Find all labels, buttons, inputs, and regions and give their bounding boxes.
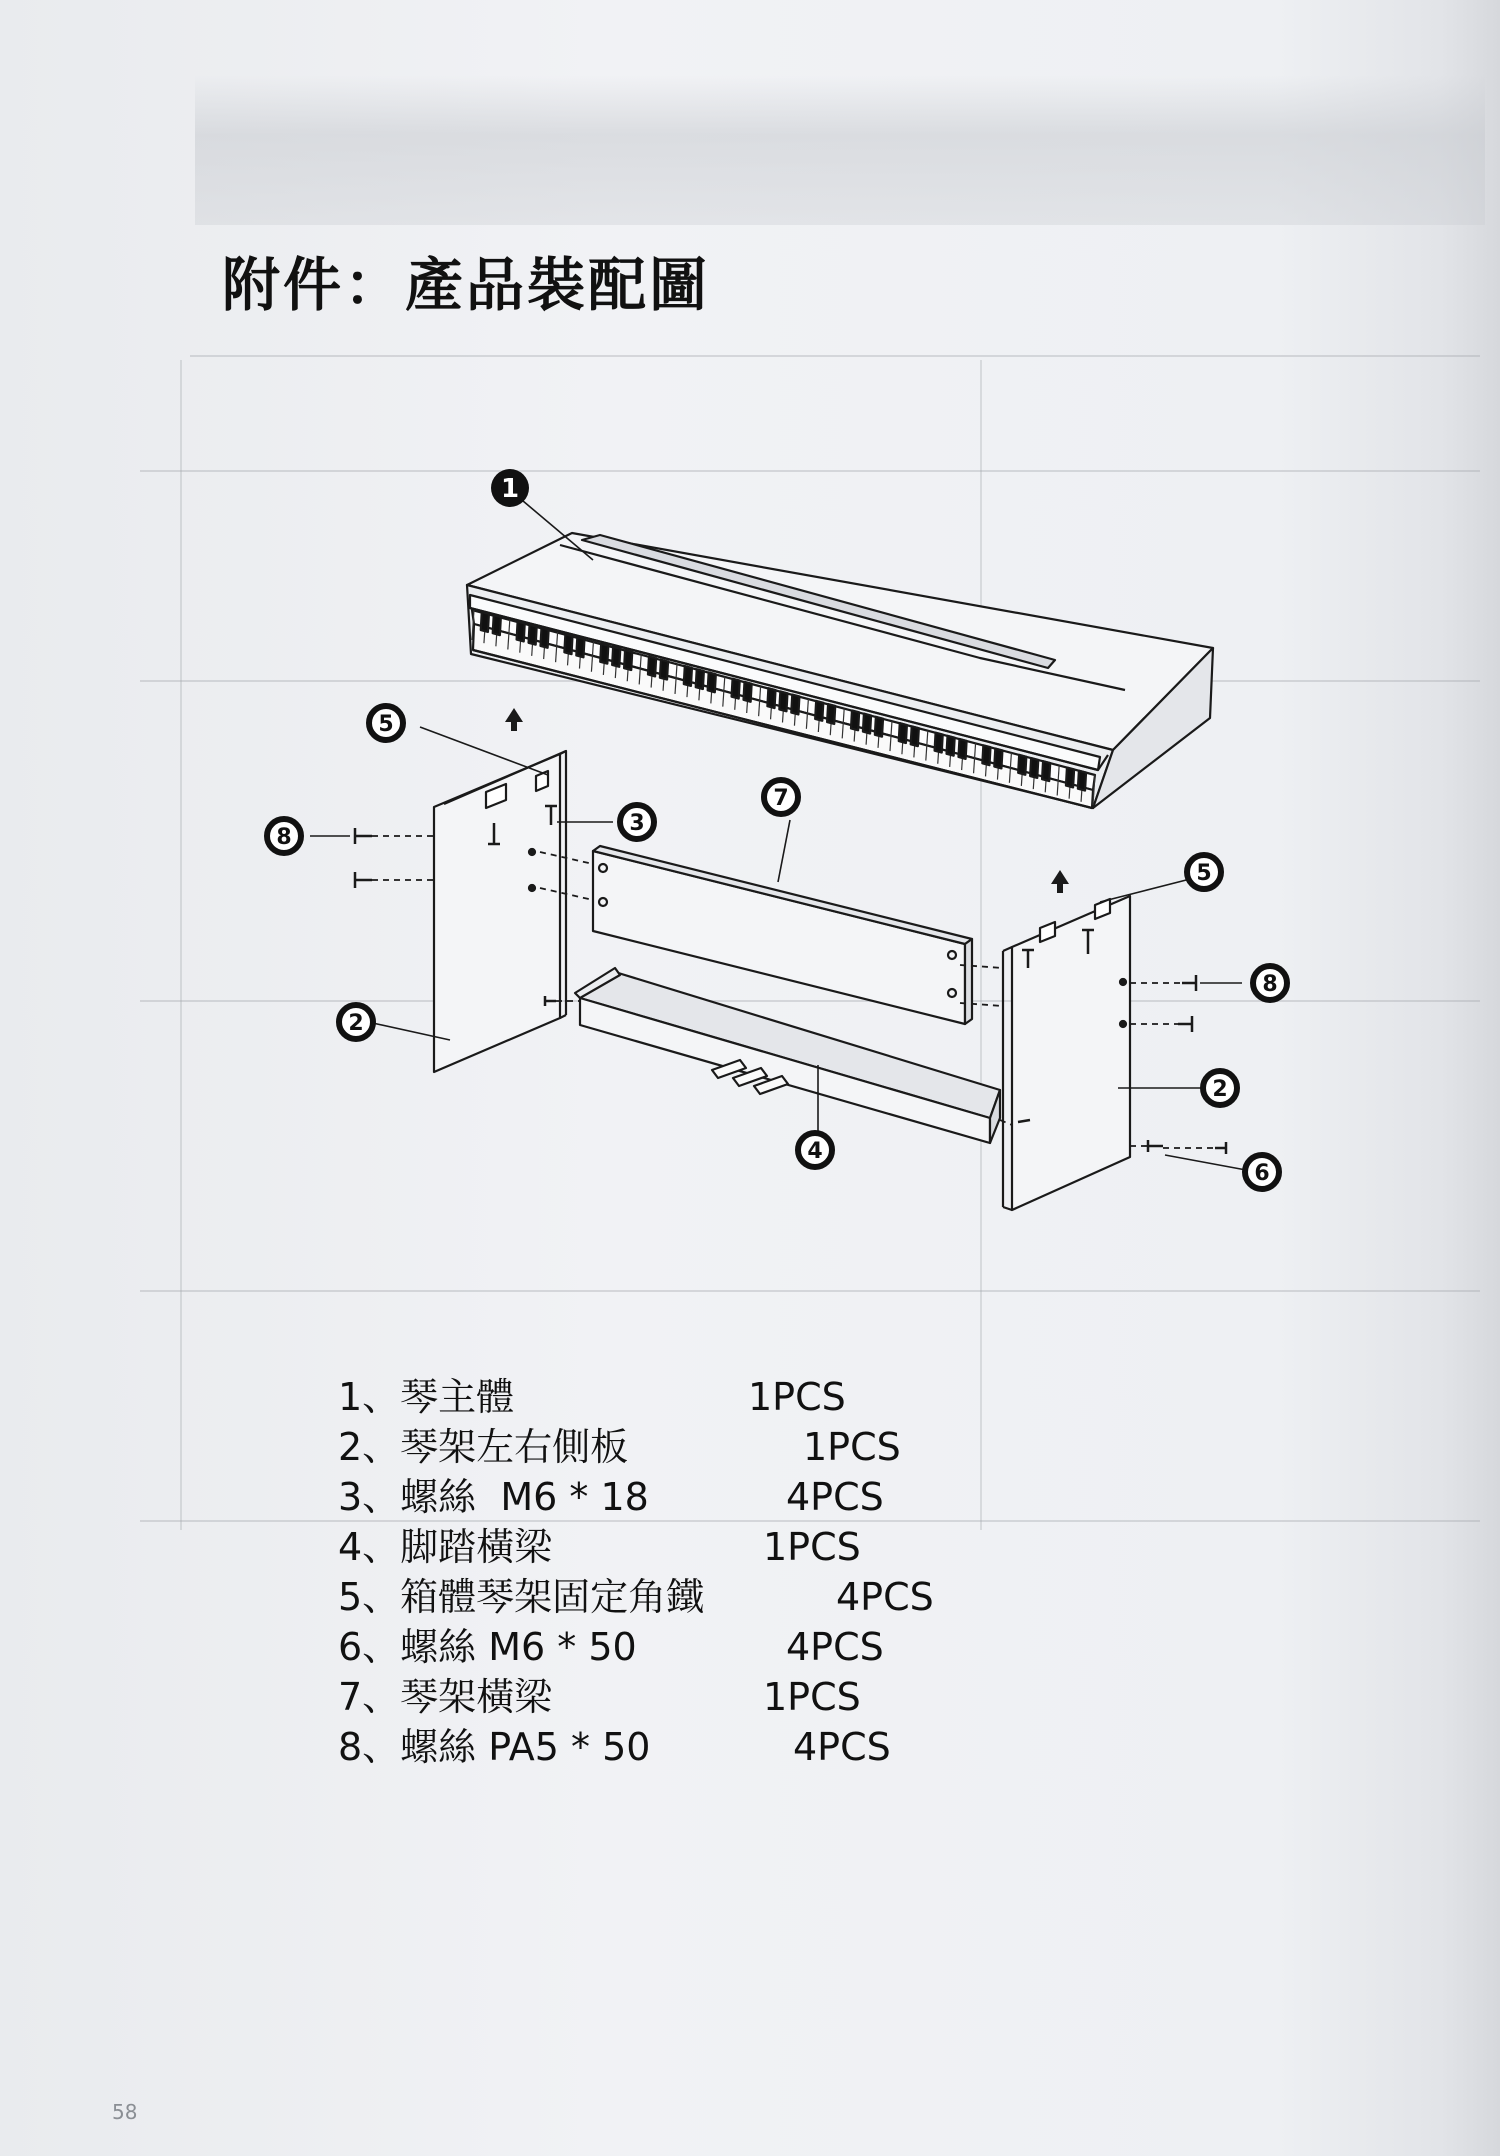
up-arrow-right (1051, 870, 1069, 893)
svg-text:1: 1 (500, 474, 520, 504)
part-label: 6、螺絲 M6 * 50 (338, 1625, 637, 1669)
black-key (1030, 758, 1038, 778)
callout-6 (1245, 1155, 1279, 1189)
black-key (732, 679, 740, 699)
black-key (684, 666, 692, 686)
black-key (708, 672, 716, 692)
svg-text:8: 8 (276, 825, 292, 850)
svg-text:6: 6 (1254, 1161, 1270, 1186)
black-key (696, 669, 704, 689)
black-key (911, 726, 919, 746)
parts-list (338, 1372, 1038, 1772)
svg-text:3: 3 (629, 811, 645, 836)
page-number: 58 (112, 2100, 138, 2124)
part-qty: 4PCS (786, 1475, 884, 1519)
black-key (481, 612, 489, 632)
part-qty: 4PCS (793, 1725, 891, 1769)
part-row-7 (338, 1672, 1038, 1722)
part-qty: 1PCS (803, 1425, 901, 1469)
callout-8-left (267, 819, 301, 853)
callout-8-right (1253, 966, 1287, 1000)
part-row-8 (338, 1722, 1038, 1772)
black-key (576, 637, 584, 657)
part-qty: 1PCS (763, 1675, 861, 1719)
black-key (743, 682, 751, 702)
black-key (863, 714, 871, 734)
black-key (612, 647, 620, 667)
page-title: 附件：產品裝配圖 (222, 251, 711, 319)
svg-text:7: 7 (773, 786, 789, 811)
callout-2-left (339, 1005, 373, 1039)
black-key (540, 628, 548, 648)
black-key (660, 660, 668, 680)
svg-text:4: 4 (807, 1139, 823, 1164)
black-key (648, 656, 656, 676)
black-key (827, 704, 835, 724)
black-key (947, 736, 955, 756)
callout-3 (620, 805, 654, 839)
right-side-panel (1003, 896, 1130, 1210)
callout-1 (491, 469, 529, 507)
black-key (851, 710, 859, 730)
black-key (517, 622, 525, 642)
black-key (935, 733, 943, 753)
part-label: 1、琴主體 (338, 1375, 515, 1419)
black-key (564, 634, 572, 654)
part-row-1 (338, 1372, 1038, 1422)
svg-text:5: 5 (1196, 861, 1212, 886)
callout-4 (798, 1133, 832, 1167)
part-qty: 1PCS (763, 1525, 861, 1569)
black-key (994, 749, 1002, 769)
black-key (982, 745, 990, 765)
black-key (779, 691, 787, 711)
part-label: 4、脚踏橫梁 (338, 1525, 553, 1569)
svg-text:2: 2 (1212, 1077, 1228, 1102)
part-row-6 (338, 1622, 1038, 1672)
black-key (529, 625, 537, 645)
part-label: 5、箱體琴架固定角鐵 (338, 1575, 705, 1619)
black-key (1066, 768, 1074, 788)
black-key (1042, 761, 1050, 781)
svg-text:2: 2 (348, 1011, 364, 1036)
black-key (791, 695, 799, 715)
black-key (600, 644, 608, 664)
black-key (1078, 771, 1086, 791)
svg-text:5: 5 (378, 712, 394, 737)
part-label: 2、琴架左右側板 (338, 1425, 629, 1469)
black-key (493, 615, 501, 635)
part-label: 3、螺絲 M6 * 18 (338, 1475, 649, 1519)
black-key (875, 717, 883, 737)
callout-5-right (1187, 855, 1221, 889)
piano-main-body (467, 533, 1213, 808)
black-key (815, 701, 823, 721)
part-qty: 1PCS (748, 1375, 846, 1419)
part-label: 7、琴架橫梁 (338, 1675, 553, 1719)
black-key (767, 688, 775, 708)
part-row-4 (338, 1522, 1038, 1572)
svg-text:8: 8 (1262, 972, 1278, 997)
black-key (958, 739, 966, 759)
up-arrow-left (505, 708, 523, 731)
part-row-3 (338, 1472, 1038, 1522)
part-label: 8、螺絲 PA5 * 50 (338, 1725, 651, 1769)
black-key (899, 723, 907, 743)
callout-7 (764, 780, 798, 814)
black-key (624, 650, 632, 670)
callout-2-right (1203, 1071, 1237, 1105)
part-qty: 4PCS (836, 1575, 934, 1619)
part-row-2 (338, 1422, 1038, 1472)
part-qty: 4PCS (786, 1625, 884, 1669)
callout-5-left (369, 706, 403, 740)
part-row-5 (338, 1572, 1038, 1622)
black-key (1018, 755, 1026, 775)
